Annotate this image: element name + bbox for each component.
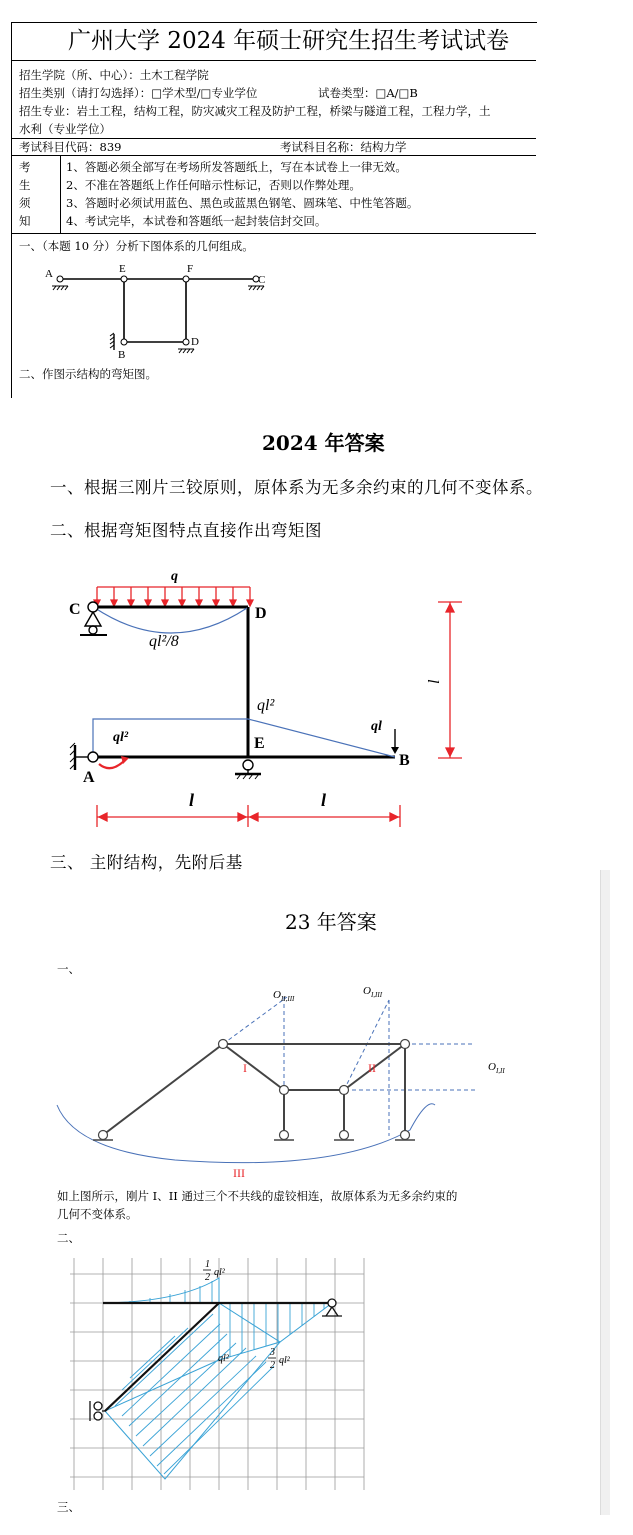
node-label-a: A (83, 769, 95, 786)
body-label-i: I (243, 1061, 247, 1075)
notice-item: 2、不准在答题纸上作任何暗示性标记，否则以作弊处理。 (66, 178, 361, 192)
divider (11, 138, 536, 139)
college-line: 招生学院（所、中心）：土木工程学院 (19, 68, 209, 82)
node-label-d: D (255, 605, 267, 622)
instant-center-o-i-iii (363, 985, 383, 999)
answer-2024-line-1: 一、根据三刚片三铰原则，原体系为无多余约束的几何不变体系。 (50, 478, 543, 497)
moment-label-ql2-left: ql² (113, 730, 129, 745)
answer-2024-moment-diagram (55, 560, 475, 840)
exam-title: 广州大学 2024 年硕士研究生招生考试试卷 (68, 28, 510, 54)
question-1: 一、（本题 10 分）分析下图体系的几何组成。 (19, 239, 254, 253)
node-label-b: B (118, 349, 126, 361)
o-sub: I,III (370, 991, 383, 999)
node-label-c: C (69, 601, 81, 618)
body-label-iii: III (233, 1166, 245, 1180)
notice-char: 须 (19, 196, 31, 210)
node-label-b: B (399, 752, 410, 769)
answer-2023-q2-label: 二、 (57, 1231, 80, 1245)
q1-frame-diagram (40, 262, 280, 362)
subject-code: 考试科目代码：839 (19, 140, 122, 154)
question-2: 二、作图示结构的弯矩图。 (19, 367, 157, 381)
scrollbar[interactable] (600, 870, 610, 1515)
answer-2024-line-2: 二、根据弯矩图特点直接作出弯矩图 (50, 521, 322, 540)
label-ql2: ql² (218, 1353, 229, 1364)
node-label-d: D (191, 336, 199, 348)
o-label: O (488, 1061, 496, 1073)
subject-name: 考试科目名称：结构力学 (280, 140, 407, 154)
answer-2023-moment-diagram (70, 1258, 370, 1493)
notice-item: 3、答题时必须试用蓝色、黑色或蓝黑色钢笔、圆珠笔、中性笔答题。 (66, 196, 419, 210)
divider (11, 155, 536, 156)
dim-label-l-vertical: l (426, 679, 443, 684)
answer-2023-heading: 23 年答案 (285, 910, 377, 934)
body-label-ii: II (368, 1061, 376, 1075)
answer-2023-explanation-cont: 几何不变体系。 (57, 1207, 138, 1221)
node-label-a: A (45, 268, 53, 280)
answer-2024-heading: 2024 年答案 (262, 431, 385, 455)
divider (11, 60, 536, 61)
o-sub: I,II (495, 1067, 505, 1075)
paper-type-line: 试卷类型：□A/□B (318, 86, 418, 100)
node-label-e: E (119, 263, 126, 275)
answer-2023-explanation: 如上图所示，刚片 I、II 通过三个不共线的虚铰相连，故原体系为无多余约束的 (57, 1189, 458, 1203)
answer-2023-instant-center-diagram (55, 980, 555, 1180)
label-half-num: 1 (205, 1259, 210, 1270)
label-three-ql2: ql² (279, 1355, 290, 1366)
dim-label-l-right: l (321, 790, 327, 810)
label-half-den: 2 (205, 1272, 210, 1283)
moment-label-ql2-8: ql²/8 (149, 633, 179, 650)
instant-center-o-ii-iii (273, 989, 295, 1003)
node-label-f: F (187, 263, 194, 275)
notice-item: 4、考试完毕，本试卷和答题纸一起封装信封交回。 (66, 214, 327, 228)
load-label-q: q (171, 569, 178, 584)
category-line: 招生类别（请打勾选择）：□学术型/□专业学位 (19, 86, 258, 100)
label-half-ql2: ql² (214, 1267, 225, 1278)
answer-2023-q3-label: 三、 (57, 1500, 80, 1514)
o-label: O (363, 985, 371, 997)
instant-center-o-i-ii (488, 1061, 505, 1075)
notice-char: 知 (19, 214, 31, 228)
answer-2024-line-3: 三、 主附结构，先附后基 (50, 853, 243, 872)
o-label: O (273, 989, 281, 1001)
notice-char: 生 (19, 178, 31, 192)
major-line-cont: 水利（专业学位） (19, 122, 111, 136)
moment-label-ql2-top: ql² (257, 697, 275, 714)
label-three-den: 2 (270, 1360, 275, 1371)
dim-label-l-left: l (189, 790, 195, 810)
divider (11, 233, 536, 234)
label-three-num: 3 (270, 1347, 275, 1358)
major-line: 招生专业：岩土工程，结构工程，防灾减灾工程及防护工程，桥梁与隧道工程，工程力学，土 (19, 104, 491, 118)
notice-item: 1、答题必须全部写在考场所发答题纸上，写在本试卷上一律无效。 (66, 160, 407, 174)
o-sub: II,III (280, 995, 295, 1003)
load-label-ql: ql (371, 719, 382, 734)
node-label-c: C (258, 274, 266, 286)
node-label-e: E (254, 735, 265, 752)
notice-char: 考 (19, 160, 31, 174)
notice-divider (60, 155, 61, 233)
answer-2023-q1-label: 一、 (57, 962, 80, 976)
